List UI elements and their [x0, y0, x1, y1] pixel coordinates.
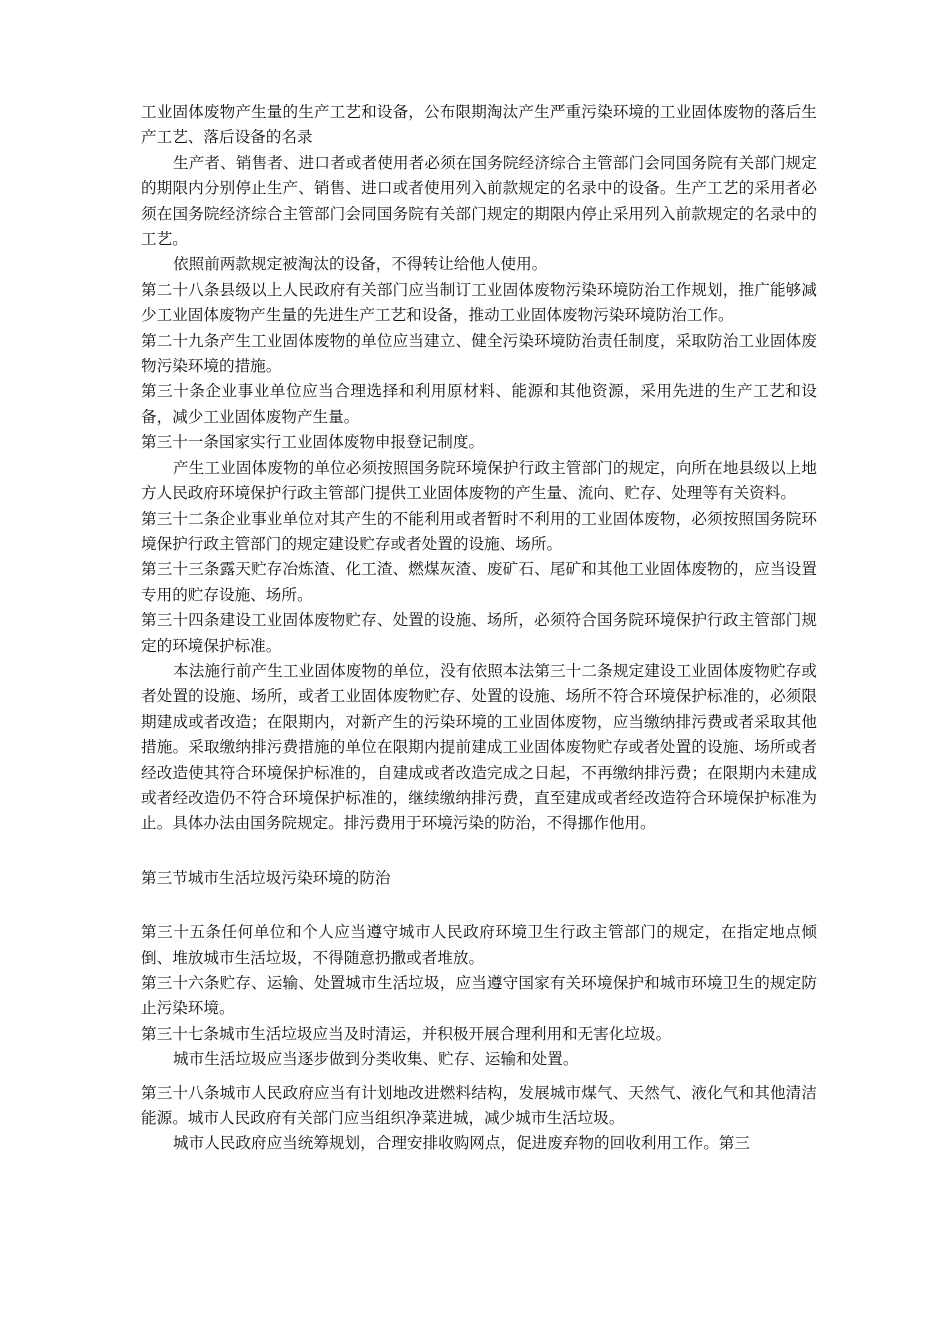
- paragraph: 本法施行前产生工业固体废物的单位，没有依照本法第三十二条规定建设工业固体废物贮存或者处置的设施、场所，或者工业固体废物贮存、处置的设施、场所不符合环境保护标准的，必须限期建成或者改造；在限期内，对新产生的污染环境的工业固体废物，应当缴纳排污费或者采取其他措施。采取缴纳排污费措施的单位在限期内提前建成工业固体废物贮存或者处置的设施、场所或者经改造使其符合环境保护标准的，自建成或者改造完成之日起，不再缴纳排污费；在限期内未建成或者经改造仍不符合环境保护标准的，继续缴纳排污费，直至建成或者经改造符合环境保护标准为止。具体办法由国务院规定。排污费用于环境污染的防治，不得挪作他用。: [141, 661, 817, 833]
- section-heading: 第三节城市生活垃圾污染环境的防治: [141, 868, 391, 887]
- article-38: 第三十八条城市人民政府应当有计划地改进燃料结构，发展城市煤气、天然气、液化气和其他清洁能源。城市人民政府有关部门应当组织净菜进城，减少城市生活垃圾。: [141, 1083, 817, 1128]
- article-28: 第二十八条县级以上人民政府有关部门应当制订工业固体废物污染环境防治工作规划，推广能够减少工业固体废物产生量的先进生产工艺和设备，推动工业固体废物污染环境防治工作。: [141, 280, 817, 325]
- paragraph: 城市生活垃圾应当逐步做到分类收集、贮存、运输和处置。: [173, 1050, 579, 1069]
- article-37: 第三十七条城市生活垃圾应当及时清运，并积极开展合理利用和无害化垃圾。: [141, 1024, 672, 1043]
- paragraph: 依照前两款规定被淘汰的设备，不得转让给他人使用。: [173, 255, 548, 274]
- article-32: 第三十二条企业事业单位对其产生的不能利用或者暂时不利用的工业固体废物，必须按照国务院环境保护行政主管部门的规定建设贮存或者处置的设施、场所。: [141, 509, 817, 553]
- article-36: 第三十六条贮存、运输、处置城市生活垃圾，应当遵守国家有关环境保护和城市环境卫生的规定防止污染环境。: [141, 974, 817, 1018]
- paragraph: 工业固体废物产生量的生产工艺和设备，公布限期淘汰产生严重污染环境的工业固体废物的落后生产工艺、落后设备的名录: [141, 103, 817, 147]
- article-29: 第二十九条产生工业固体废物的单位应当建立、健全污染环境防治责任制度，采取防治工业固体废物污染环境的措施。: [141, 331, 817, 376]
- article-31: 第三十一条国家实行工业固体废物申报登记制度。: [141, 433, 485, 452]
- article-35: 第三十五条任何单位和个人应当遵守城市人民政府环境卫生行政主管部门的规定，在指定地点倾倒、堆放城市生活垃圾，不得随意扔撒或者堆放。: [141, 923, 817, 967]
- document-page: [141, 100, 817, 1157]
- paragraph: 生产者、销售者、进口者或者使用者必须在国务院经济综合主管部门会同国务院有关部门规定的期限内分别停止生产、销售、进口或者使用列入前款规定的名录中的设备。生产工艺的采用者必须在国务院经济综合主管部门会同国务院有关部门规定的期限内停止采用列入前款规定的名录中的工艺。: [141, 153, 817, 249]
- paragraph: 城市人民政府应当统筹规划，合理安排收购网点，促进废弃物的回收利用工作。第三: [173, 1134, 750, 1153]
- article-34: 第三十四条建设工业固体废物贮存、处置的设施、场所，必须符合国务院环境保护行政主管部门规定的环境保护标准。: [141, 611, 817, 655]
- article-33: 第三十三条露天贮存冶炼渣、化工渣、燃煤灰渣、废矿石、尾矿和其他工业固体废物的，应当设置专用的贮存设施、场所。: [141, 560, 817, 604]
- article-30: 第三十条企业事业单位应当合理选择和利用原材料、能源和其他资源，采用先进的生产工艺和设备，减少工业固体废物产生量。: [141, 382, 817, 426]
- paragraph: 产生工业固体废物的单位必须按照国务院环境保护行政主管部门的规定，向所在地县级以上地方人民政府环境保护行政主管部门提供工业固体废物的产生量、流向、贮存、处理等有关资料。: [141, 458, 817, 503]
